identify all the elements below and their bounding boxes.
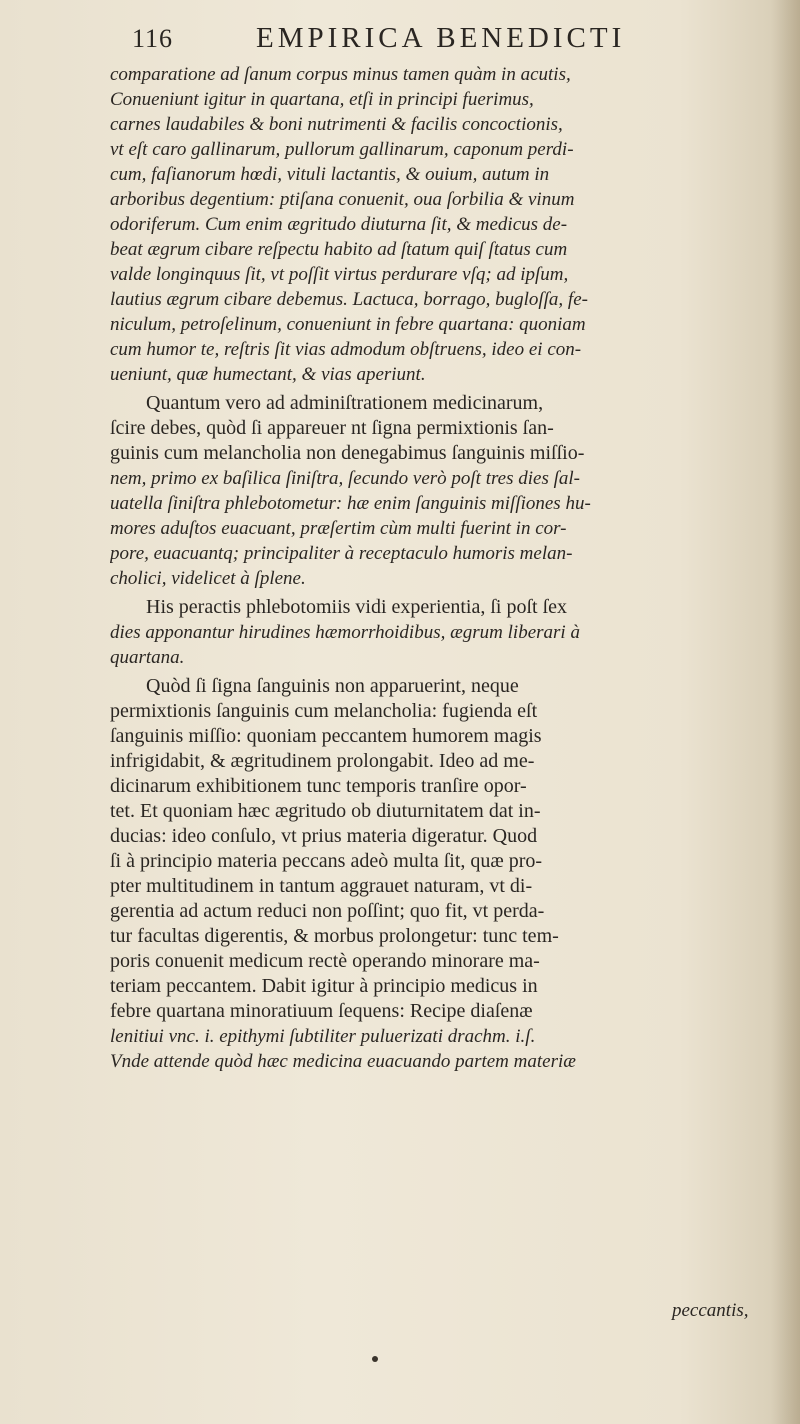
text-line: pter multitudinem in tantum aggrauet naturam, vt di- <box>110 875 533 897</box>
text-line: uatella ſiniſtra phlebotometur: hæ enim ſanguinis miſſiones hu- <box>110 493 591 514</box>
text-line: carnes laudabiles & boni nutrimenti & facilis concoctionis, <box>110 114 563 135</box>
text-line: tur facultas digerentis, & morbus prolongetur: tunc tem- <box>110 925 559 947</box>
text-line: teriam peccantem. Dabit igitur à principio medicus in <box>110 975 538 997</box>
text-line: comparatione ad ſanum corpus minus tamen quàm in acutis, <box>110 64 571 85</box>
text-line: Vnde attende quòd hæc medicina euacuando partem materiæ <box>110 1051 576 1072</box>
catchword: peccantis, <box>672 1300 749 1321</box>
text-line: niculum, petroſelinum, conueniunt in febre quartana: quoniam <box>110 314 586 335</box>
text-line: valde longinquus ſit, vt poſſit virtus perdurare vſq; ad ipſum, <box>110 264 569 285</box>
text-line: dies apponantur hirudines hæmorrhoidibus, ægrum liberari à <box>110 622 580 643</box>
text-line: poris conuenit medicum rectè operando minorare ma- <box>110 950 540 972</box>
text-line: odoriferum. Cum enim ægritudo diuturna ſit, & medicus de- <box>110 214 568 235</box>
text-line: cum, faſianorum hœdi, vituli lactantis, & ouium, autum in <box>110 164 550 185</box>
text-line: vt eſt caro gallinarum, pullorum gallinarum, caponum perdi- <box>110 139 574 160</box>
text-line: pore, euacuantq; principaliter à receptaculo humoris melan- <box>110 543 573 564</box>
text-line: arboribus degentium: ptiſana conuenit, oua ſorbilia & vinum <box>110 189 575 210</box>
text-line: tet. Et quoniam hæc ægritudo ob diuturnitatem dat in- <box>110 800 541 822</box>
page-header <box>132 22 772 62</box>
text-line: ſanguinis miſſio: quoniam peccantem humorem magis <box>110 725 542 747</box>
text-line: infrigidabit, & ægritudinem prolongabit. Ideo ad me- <box>110 750 535 772</box>
text-line: ſcire debes, quòd ſi appareuer nt ſigna permixtionis ſan- <box>110 417 554 439</box>
text-line: His peractis phlebotomiis vidi experientia, ſi poſt ſex <box>146 596 568 618</box>
text-line: permixtionis ſanguinis cum melancholia: fugienda eſt <box>110 700 538 722</box>
text-line: beat ægrum cibare reſpectu habito ad ſtatum quiſ ſtatus cum <box>110 239 568 260</box>
text-line: febre quartana minoratiuum ſequens: Recipe diaſenæ <box>110 1000 533 1022</box>
text-line: cholici, videlicet à ſplene. <box>110 568 306 589</box>
text-line: Quantum vero ad adminiſtrationem medicinarum, <box>146 392 544 414</box>
text-line: nem, primo ex baſilica ſiniſtra, ſecundo verò poſt tres dies ſal- <box>110 468 580 489</box>
text-line: quartana. <box>110 647 185 668</box>
text-line: Conueniunt igitur in quartana, etſi in principi fuerimus, <box>110 89 534 110</box>
text-line: ſi à principio materia peccans adeò multa ſit, quæ pro- <box>110 850 543 872</box>
text-line: Quòd ſi ſigna ſanguinis non apparuerint, neque <box>146 675 519 697</box>
text-line: ueniunt, quæ humectant, & vias aperiunt. <box>110 364 426 385</box>
running-head: EMPIRICA BENEDICTI <box>256 22 626 54</box>
text-line: guinis cum melancholia non denegabimus ſanguinis miſſio- <box>110 442 585 464</box>
text-line: lenitiui vnc. i. epithymi ſubtiliter puluerizati drachm. i.ſ. <box>110 1026 536 1047</box>
page-number: 116 <box>132 24 174 53</box>
text-line: ducias: ideo conſulo, vt prius materia digeratur. Quod <box>110 825 538 847</box>
text-line: lautius ægrum cibare debemus. Lactuca, borrago, bugloſſa, fe- <box>110 289 588 310</box>
ink-spot <box>372 1356 378 1362</box>
page-edge-shadow <box>770 0 800 1424</box>
text-line: gerentia ad actum reduci non poſſint; quo fit, vt perda- <box>110 900 545 922</box>
body-text <box>110 62 772 1074</box>
text-line: mores aduſtos euacuant, præſertim cùm multi fuerint in cor- <box>110 518 567 539</box>
text-line: cum humor te, reſtris ſit vias admodum obſtruens, ideo ei con- <box>110 339 582 360</box>
text-line: dicinarum exhibitionem tunc temporis tranſire opor- <box>110 775 527 797</box>
